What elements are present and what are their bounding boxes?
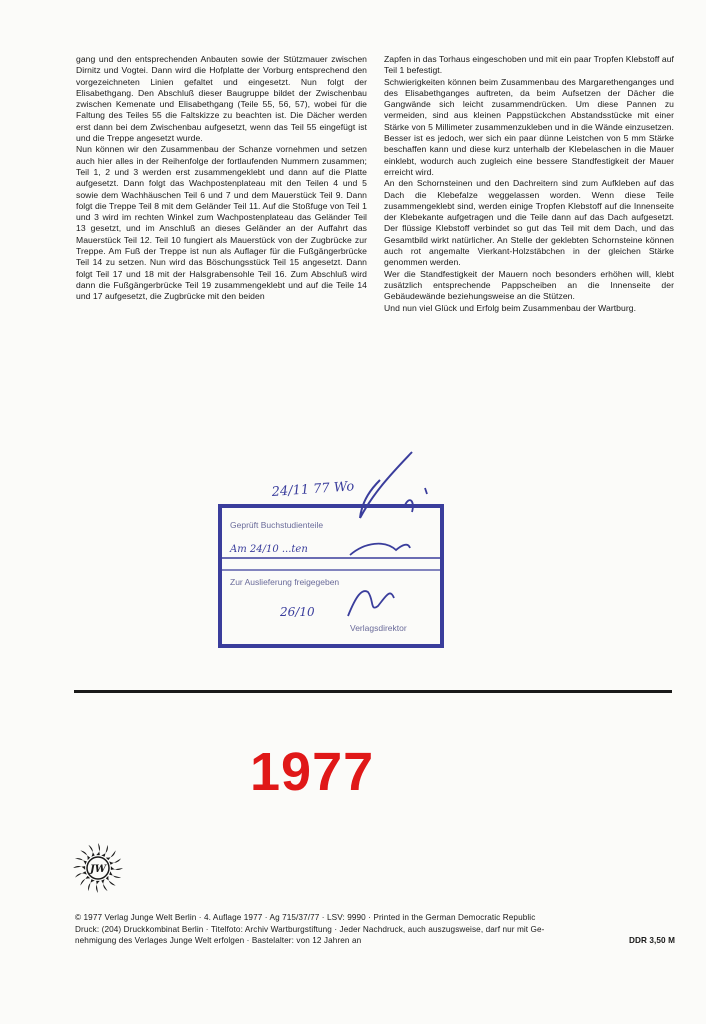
- logo-ray: [88, 879, 95, 891]
- publisher-logo: [72, 842, 124, 894]
- logo-ray: [101, 845, 108, 857]
- logo-ray: [96, 881, 100, 893]
- year-label: 1977: [250, 742, 375, 802]
- stamp-line-date: Am 24/10 ...ten: [230, 544, 308, 555]
- approval-stamp: [200, 430, 460, 670]
- stamp-line-handwritten-date: 26/10: [280, 605, 315, 619]
- logo-ray: [80, 850, 90, 860]
- logo-letters: JW: [90, 864, 106, 875]
- logo-ray: [75, 858, 87, 865]
- logo-ray: [96, 843, 100, 855]
- imprint-block: [75, 912, 675, 947]
- logo-ray: [106, 850, 116, 860]
- logo-ray: [80, 876, 90, 886]
- paragraph: Wer die Standfestigkeit der Mauern noch besonders erhöhen will, klebt zusätzlich entsprechende Pappscheiben an die Innenseite der Gebäudewände beziehungsweise an die Stützen.: [384, 268, 674, 302]
- signature-scribble: [405, 488, 427, 512]
- signature-checkmark: [360, 452, 412, 518]
- left-text-column: [76, 54, 367, 303]
- signature-mark: [350, 544, 410, 555]
- paragraph: Schwierigkeiten können beim Zusammenbau des Margarethenganges und des Elisabethganges auftreten, da beim Aufsetzen der Dächer die Gangwände sich leicht zusammendrücken. Um diese Pannen zu vermeiden, sind aus kleinen Pappstückchen Abstandsstücke mit einer Stärke von 5 Millimeter zusammenzukleben und in die Wände einzusetzen. Besser ist es jedoch, wer sich ein paar dünne Leistchen von 5 mm Stärke beschaffen kann und diese kurz unterhalb der Klebelaschen in die Mauer einklebt, wodurch auch zugleich eine bessere Standfestigkeit der Mauer erreicht wird.: [384, 76, 674, 177]
- imprint-line-text: nehmigung des Verlages Junge Welt erfolgen · Bastelalter: von 12 Jahren an: [75, 936, 362, 946]
- logo-ray: [101, 879, 107, 891]
- paragraph: Nun können wir den Zusammenbau der Schanze vornehmen und setzen auch hier alles in der Reihenfolge der fortlaufenden Nummern zusammen; Teil 1, 2 und 3 werden erst zusammengeklebt und dann auf die Platte aufgesetzt. Dann folgt das Wachpostenplateau mit den Teilen 4 und 5 sowie dem Wachhäuschen Teil 6 und 7 und dem Mauerstück Teil 9. Dann folgt die Treppe Teil 8 mit dem Geländer Teil 11. Auf die Stoßfuge von Teil 1 und 3 wird im rechten Winkel zum Wachpostenplateau das Geländer Teil 13 gesetzt, und im Anschluß an dieses Geländer an der Auffahrt das Mauerstück Teil 12. Teil 10 fungiert als Mauerstück von der Zugbrücke zur Treppe. Am Fuß der Treppe ist nun als Auflager für die Fußgängerbrücke Teil 14 zu setzen. Nun wird das Böschungsstück Teil 15 angesetzt. Dann folgt Teil 17 und 18 mit der Halsgrabensohle Teil 16. Zum Abschluß wird dann die Fußgängerbrücke Teil 19 zusammengeklebt und auf die Teile 14 und 17 aufgesetzt, die Zugbrücke mit den beiden: [76, 144, 367, 302]
- right-text-column: [384, 54, 674, 314]
- stamp-date-handwritten: 24/11 77 Wo: [271, 479, 355, 500]
- paragraph: Und nun viel Glück und Erfolg beim Zusammenbau der Wartburg.: [384, 302, 637, 313]
- logo-ray: [111, 866, 123, 870]
- stamp-line-release: Zur Auslieferung freigegeben: [230, 577, 340, 587]
- logo-ray: [88, 845, 94, 857]
- paragraph: Zapfen in das Torhaus eingeschoben und mit ein paar Tropfen Klebstoff auf Teil 1 befestigt.: [384, 54, 674, 76]
- imprint-line: [75, 935, 675, 947]
- signature-mark: [348, 591, 394, 616]
- logo-ray: [75, 871, 87, 877]
- paragraph: An den Schornsteinen und den Dachreitern sind zum Aufkleben auf das Dach die Klebefalze weggelassen worden. Wenn diese Teile zusammengeklebt sind, werden einige Tropfen Klebstoff auf die Innenseite der Klebekante aufgetragen und die Teile dann auf das Dach aufgesetzt. Der flüssige Klebstoff verbindet so gut das Teil mit dem Dach, und das Gesamtbild wirkt natürlicher. An Stelle der geklebten Schornsteine können auch rot angemalte Vierkant-Holzstäbchen in der gleichen Stärke genommen werden.: [384, 178, 674, 268]
- imprint-line: Druck: (204) Druckkombinat Berlin · Titelfoto: Archiv Wartburgstiftung · Jeder Nachdruck, auch auszugsweise, darf nur mit Ge-: [75, 924, 545, 934]
- logo-ray: [106, 876, 116, 886]
- imprint-line: © 1977 Verlag Junge Welt Berlin · 4. Auflage 1977 · Ag 715/37/77 · LSV: 9990 · Printed in the German Democratic Republic: [75, 913, 536, 922]
- logo-ray: [109, 858, 121, 864]
- paragraph: gang und den entsprechenden Anbauten sowie der Stützmauer zwischen Dirnitz und Vogtei. Dann wird die Hofplatte der Vorburg entsprechend den vorgezeichneten Linien gefaltet und eingesetzt. Nun folgt der Elisabethgang. Den Abschluß dieser Baugruppe bildet der Zwischenbau zwischen Kemenate und Elisabethgang (Teile 55, 56, 57), wobei für die Faltung des Teiles 55 die Faltskizze zu beachten ist. Die Dächer werden erst dann bei dem Zwischenbau aufgesetzt, wenn das Teil 55 eingefügt ist und die Treppe angesetzt wurde.: [76, 54, 367, 144]
- logo-ray: [73, 866, 85, 870]
- divider-rule: [74, 690, 672, 693]
- stamp-line-director: Verlagsdirektor: [350, 623, 407, 633]
- price-label: DDR 3,50 M: [628, 936, 675, 946]
- stamp-line-checked: Geprüft Buchstudienteile: [230, 520, 324, 530]
- logo-ray: [109, 871, 121, 878]
